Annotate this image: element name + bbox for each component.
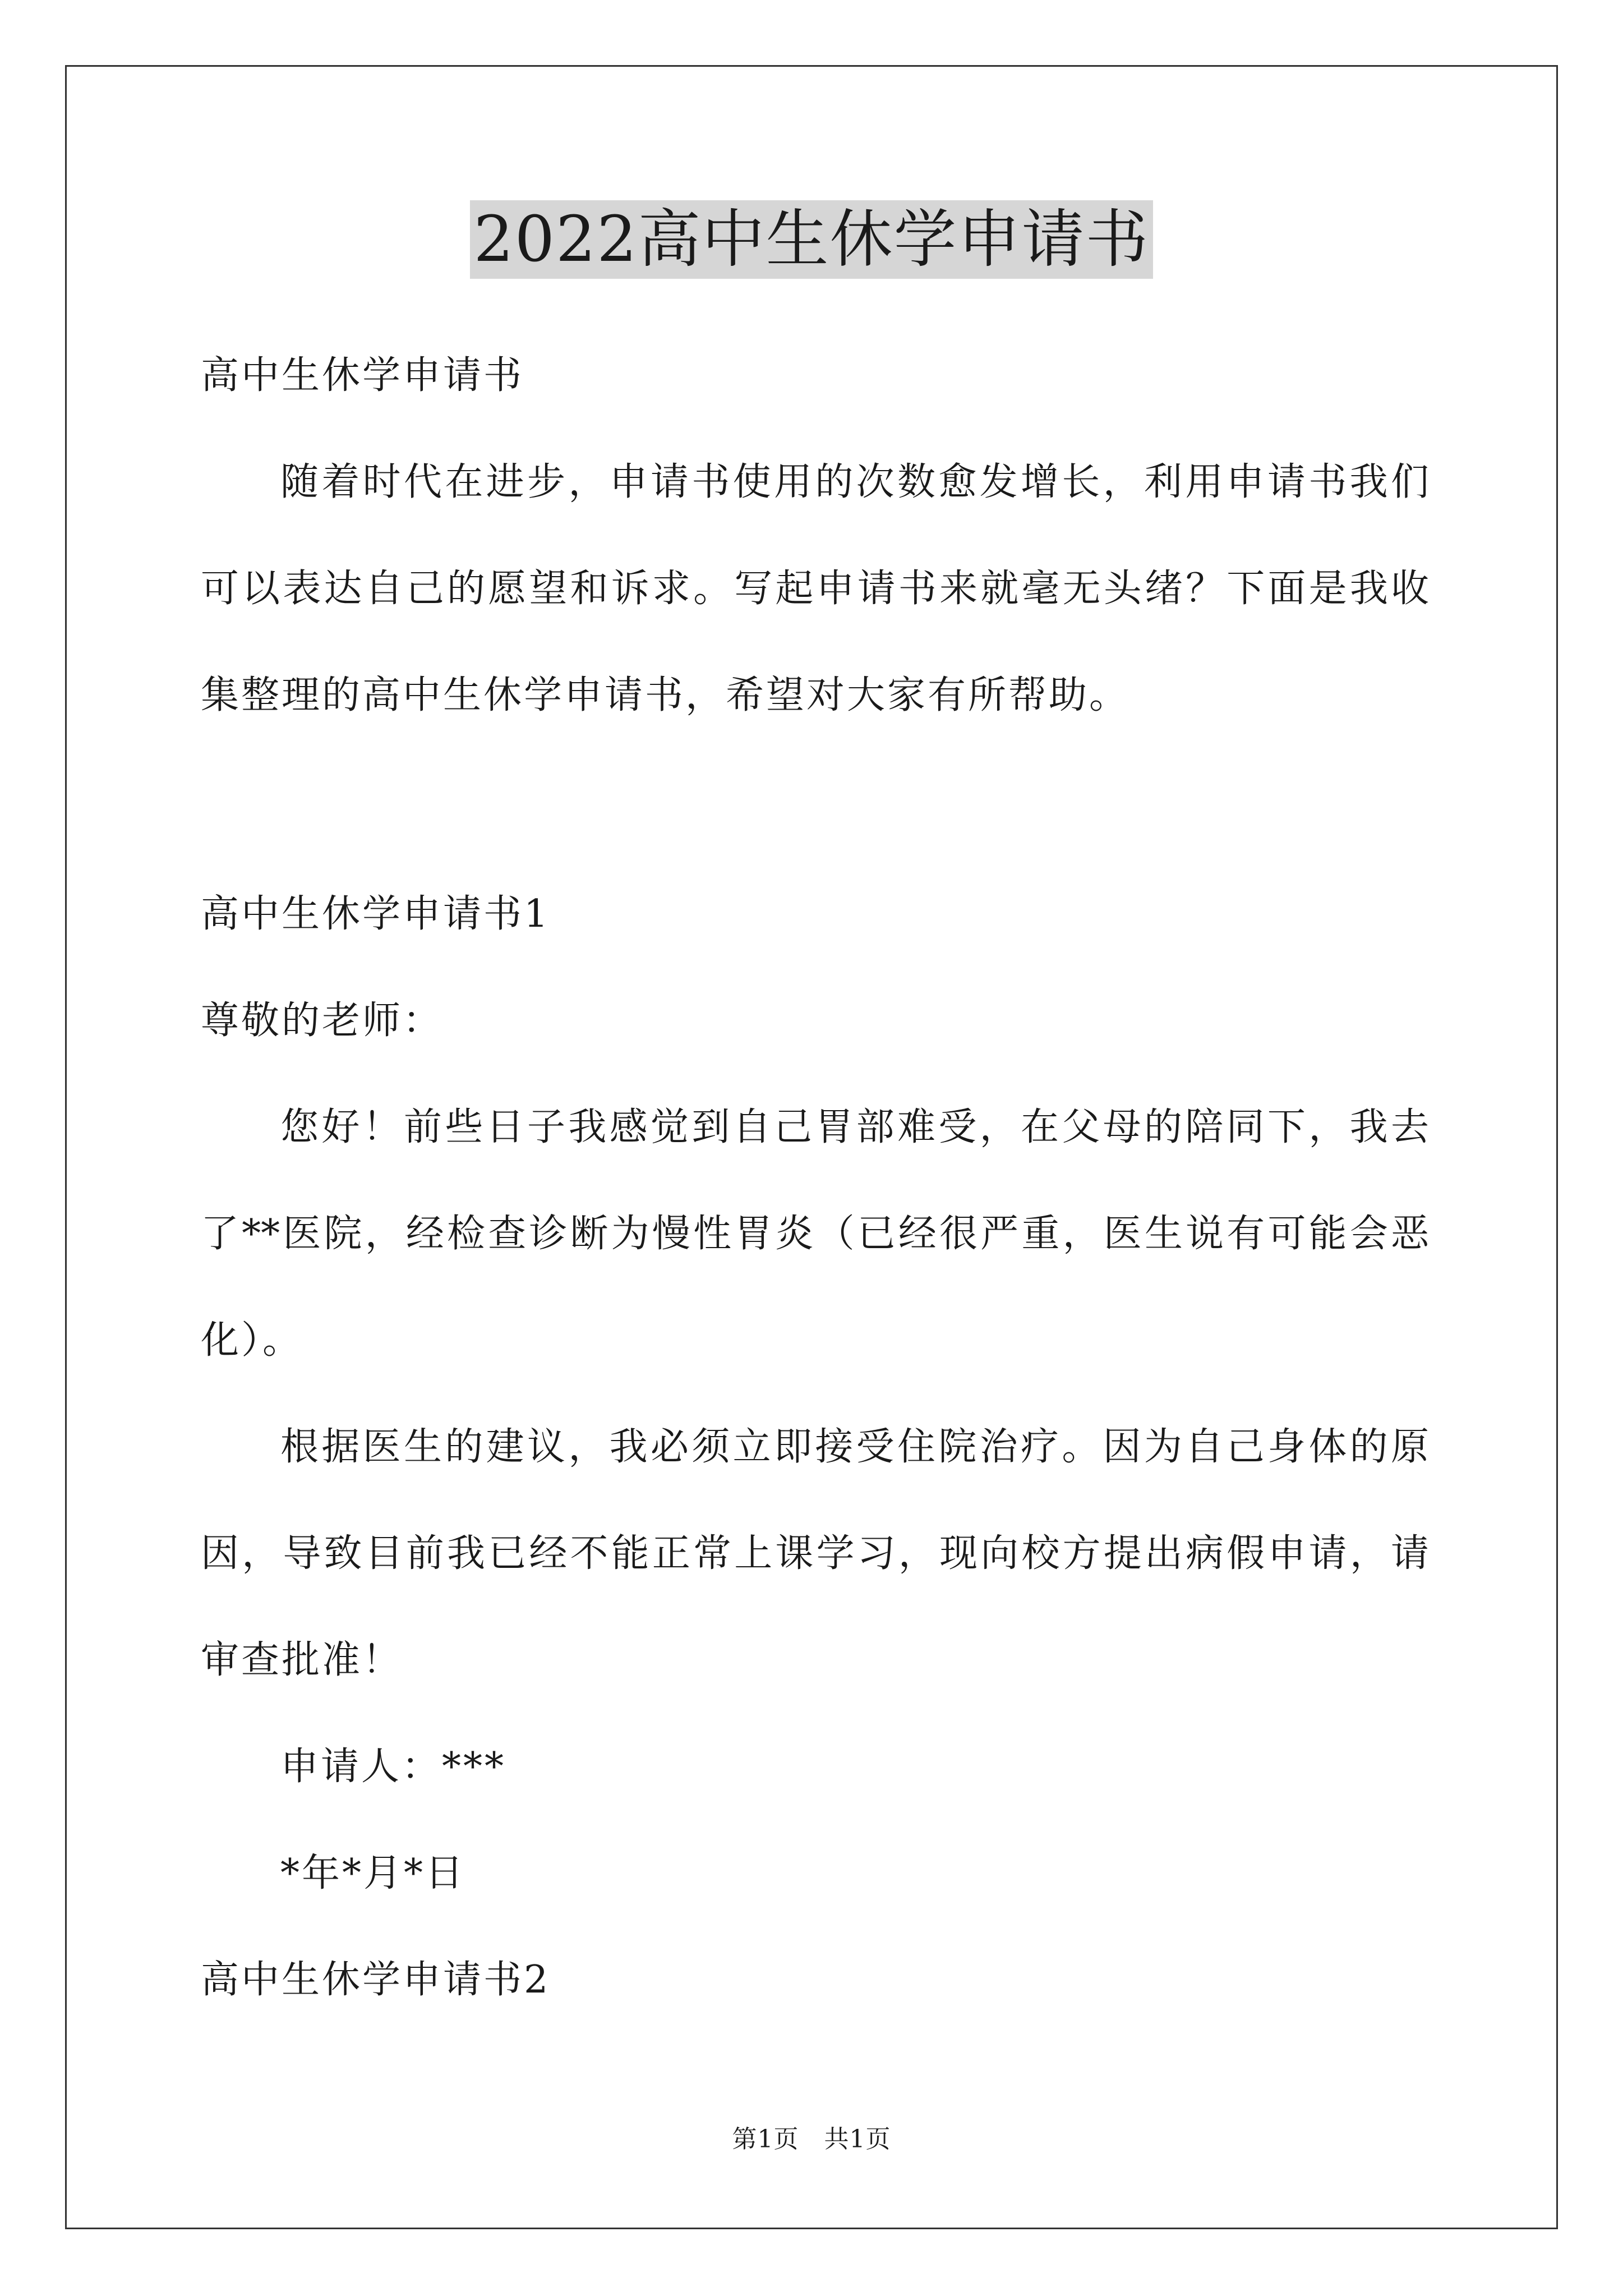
body-paragraph-2-line-2: 因，导致目前我已经不能正常上课学习，现向校方提出病假申请，请 [201,1531,1429,1576]
body-paragraph-1-line-2: 了**医院，经检查诊断为慢性胃炎（已经很严重，医生说有可能会恶 [201,1212,1429,1256]
body-paragraph-1-line-1: 您好！前些日子我感觉到自己胃部难受，在父母的陪同下，我去 [280,1105,1429,1149]
page-number-footer: 第1页 共1页 [732,2125,891,2154]
body-paragraph-2-line-1: 根据医生的建议，我必须立即接受住院治疗。因为自己身体的原 [280,1425,1429,1469]
applicant-signature: 申请人：*** [280,1745,506,1789]
section-heading-1: 高中生休学申请书1 [201,892,551,936]
application-date: *年*月*日 [280,1851,466,1895]
salutation: 尊敬的老师： [201,999,444,1043]
body-paragraph-2-line-3: 审查批准！ [201,1638,403,1682]
intro-paragraph-line-1: 随着时代在进步，申请书使用的次数愈发增长，利用申请书我们 [280,460,1429,504]
title-container [0,200,1623,279]
document-title: 2022高中生休学申请书 [470,200,1152,279]
section-heading-2: 高中生休学申请书2 [201,1958,551,2002]
body-paragraph-1-line-3: 化）。 [201,1318,303,1363]
intro-heading: 高中生休学申请书 [201,353,524,398]
intro-paragraph-line-2: 可以表达自己的愿望和诉求。写起申请书来就毫无头绪？下面是我收 [201,567,1429,611]
intro-paragraph-line-3: 集整理的高中生休学申请书，希望对大家有所帮助。 [201,673,1130,717]
